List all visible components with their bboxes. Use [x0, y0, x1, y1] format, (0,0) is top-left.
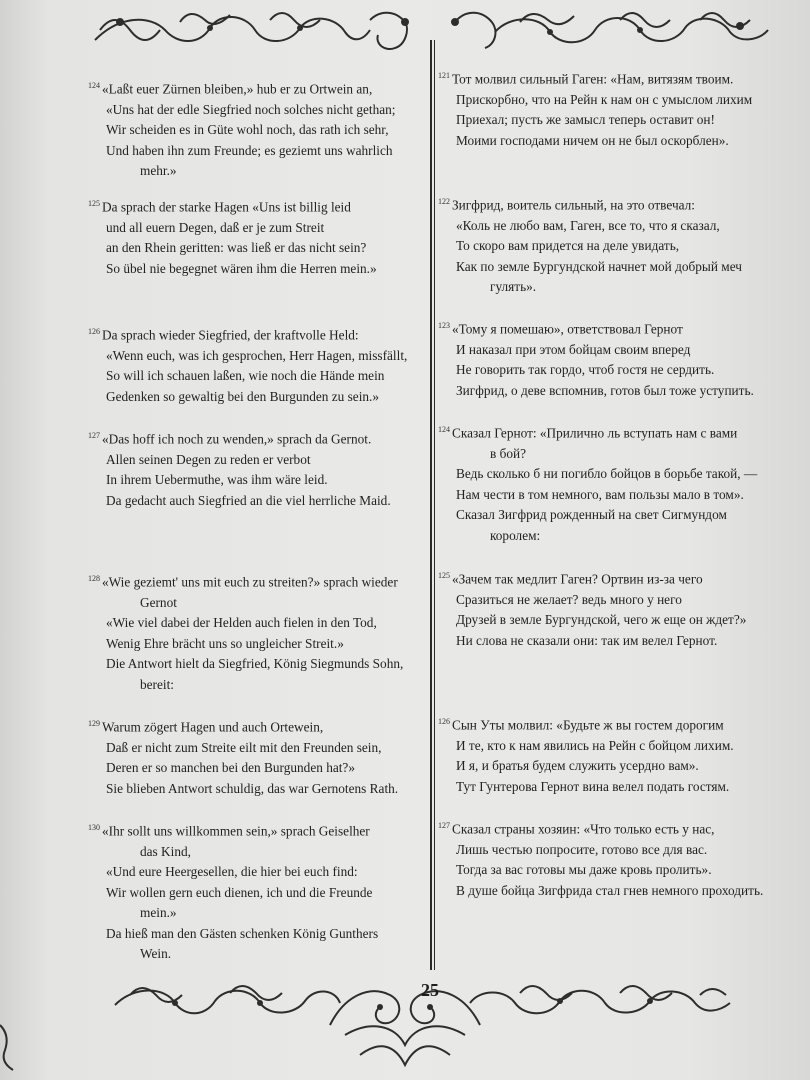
verse-line: mehr.» [140, 163, 177, 179]
verse-line: Зигфрид, воитель сильный, на это отвечал: [452, 197, 695, 213]
verse-line: Зигфрид, о деве вспомнив, готов был тоже уступить. [456, 382, 754, 398]
verse-line: в бой? [490, 445, 527, 461]
german-stanza-128 [88, 569, 403, 695]
stanza-number: 127 [438, 821, 450, 830]
verse-line: гулять». [490, 279, 537, 295]
verse-line: Sie blieben Antwort schuldig, das war Gernotens Rath. [106, 780, 399, 796]
stanza-number: 126 [88, 327, 100, 336]
verse-line: И я, и братья будем служить усердно вам». [456, 758, 699, 774]
verse-line: «Ihr sollt uns willkommen sein,» sprach Geiselher [102, 823, 370, 839]
verse-line: Ведь сколько б ни погибло бойцов в борьбе такой, — [456, 466, 758, 482]
verse-line: Und haben ihn zum Freunde; es geziemt uns wahrlich [106, 142, 393, 158]
verse-line: Сказал Гернот: «Прилично ль вступать нам с вами [452, 425, 738, 441]
verse-line: Da gedacht auch Siegfried an die viel herrliche Maid. [106, 492, 391, 508]
verse-line: Ни слова не сказали они: так им велел Гернот. [456, 632, 718, 648]
verse-line: So übel nie begegnet wären ihm die Herren mein.» [106, 260, 377, 276]
verse-line: «Коль не любо вам, Гаген, все то, что я сказал, [456, 217, 720, 233]
verse-line: Wir scheiden es in Güte wohl noch, das rath ich sehr, [106, 122, 389, 138]
verse-line: «Wie viel dabei der Helden auch fielen in den Tod, [106, 615, 377, 631]
verse-line: Сын Уты молвил: «Будьте ж вы гостем дорогим [452, 717, 724, 733]
verse-line: das Kind, [140, 843, 191, 859]
russian-stanza-127 [438, 816, 763, 901]
verse-line: «Зачем так медлит Гаген? Ортвин из-за чего [452, 571, 703, 587]
verse-line: Deren er so manchen bei den Burgunden hat?» [106, 760, 355, 776]
verse-line: In ihrem Uebermuthe, was ihm wäre leid. [106, 472, 328, 488]
verse-line: an den Rhein geritten: was ließ er das nicht sein? [106, 240, 367, 256]
column-divider [430, 40, 432, 970]
verse-line: «Das hoff ich noch zu wenden,» sprach da Gernot. [102, 431, 372, 447]
verse-line: Daß er nicht zum Streite eilt mit den Freunden sein, [106, 739, 382, 755]
verse-line: «Wie geziemt' uns mit euch zu streiten?» sprach wieder [102, 574, 398, 590]
top-ornament [0, 0, 810, 60]
verse-line: Моими господами ничем он не был оскорблен». [456, 132, 729, 148]
verse-line: В душе бойца Зигфрида стал гнев немного проходить. [456, 882, 764, 898]
stanza-number: 128 [88, 574, 100, 583]
german-stanza-126 [88, 322, 407, 407]
stanza-number: 121 [438, 71, 450, 80]
verse-line: Wir wollen gern euch dienen, ich und die Freunde [106, 884, 373, 900]
stanza-number: 127 [88, 431, 100, 440]
verse-line: И те, кто к нам явились на Рейн с бойцом лихим. [456, 737, 734, 753]
verse-line: Тот молвил сильный Гаген: «Нам, витязям твоим. [452, 71, 734, 87]
stanza-number: 122 [438, 197, 450, 206]
verse-line: «Uns hat der edle Siegfried noch solches nicht gethan; [106, 101, 396, 117]
german-stanza-129 [88, 714, 398, 799]
stanza-number: 126 [438, 717, 450, 726]
verse-line: bereit: [140, 676, 174, 692]
german-stanza-130 [88, 818, 378, 965]
russian-stanza-124 [438, 420, 757, 546]
verse-line: Сказал страны хозяин: «Что только есть у нас, [452, 821, 715, 837]
verse-line: Нам чести в том немного, вам пользы мало в том». [456, 486, 744, 502]
verse-line: Тогда за вас готовы мы даже кровь пролить». [456, 862, 712, 878]
verse-line: und all euern Degen, daß er je zum Streit [106, 219, 325, 235]
verse-line: Gedenken so gewaltig bei den Burgunden zu sein.» [106, 388, 380, 404]
stanza-number: 123 [438, 321, 450, 330]
verse-line: Da hieß man den Gästen schenken König Gunthers [106, 925, 379, 941]
russian-stanza-123 [438, 316, 754, 401]
verse-line: Wein. [140, 946, 172, 962]
verse-line: Allen seinen Degen zu reden er verbot [106, 451, 311, 467]
verse-line: mein.» [140, 905, 177, 921]
stanza-number: 125 [438, 571, 450, 580]
russian-stanza-125 [438, 566, 746, 651]
verse-line: So will ich schauen laßen, wie noch die Hände mein [106, 368, 385, 384]
verse-line: Warum zögert Hagen und auch Ortewein, [102, 719, 324, 735]
verse-line: Приехал; пусть же замысл теперь оставит он! [456, 112, 715, 128]
page-number: 25 [421, 980, 439, 1000]
verse-line: Сразиться не желает? ведь много у него [456, 591, 682, 607]
verse-line: «Тому я помешаю», ответствовал Гернот [452, 321, 683, 337]
russian-stanza-126 [438, 712, 734, 797]
verse-line: королем: [490, 527, 541, 543]
verse-line: Прискорбно, что на Рейн к нам он с умыслом лихим [456, 91, 753, 107]
verse-line: Как по земле Бургундской начнет мой добрый меч [456, 258, 742, 274]
german-stanza-125 [88, 194, 377, 279]
stanza-number: 124 [438, 425, 450, 434]
stanza-number: 125 [88, 199, 100, 208]
verse-line: Da sprach wieder Siegfried, der kraftvolle Held: [102, 327, 359, 343]
russian-stanza-121 [438, 66, 752, 151]
german-stanza-127 [88, 426, 391, 511]
verse-line: Die Antwort hielt da Siegfried, König Siegmunds Sohn, [106, 656, 404, 672]
verse-line: И наказал при этом бойцам своим вперед [456, 341, 691, 357]
verse-line: Gernot [140, 594, 177, 610]
verse-line: Wenig Ehre brächt uns so ungleicher Streit.» [106, 635, 344, 651]
verse-line: Не говорить так гордо, чтоб гостя не сердить. [456, 362, 715, 378]
stanza-number: 124 [88, 81, 100, 90]
russian-stanza-122 [438, 192, 742, 298]
verse-line: Лишь честью попросите, готово все для вас. [456, 841, 708, 857]
verse-line: «Und eure Heergesellen, die hier bei euch find: [106, 864, 358, 880]
verse-line: Друзей в земле Бургундской, чего ж еще он ждет?» [456, 612, 747, 628]
stanza-number: 129 [88, 719, 100, 728]
verse-line: То скоро вам придется на деле увидать, [456, 238, 680, 254]
verse-line: «Laßt euer Zürnen bleiben,» hub er zu Ortwein an, [102, 81, 373, 97]
stanza-number: 130 [88, 823, 100, 832]
german-stanza-124 [88, 76, 396, 182]
verse-line: Da sprach der starke Hagen «Uns ist billig leid [102, 199, 351, 215]
verse-line: Сказал Зигфрид рожденный на свет Сигмундом [456, 507, 727, 523]
verse-line: «Wenn euch, was ich gesprochen, Herr Hagen, missfällt, [106, 347, 408, 363]
verse-line: Тут Гунтерова Гернот вина велел подать гостям. [456, 778, 730, 794]
